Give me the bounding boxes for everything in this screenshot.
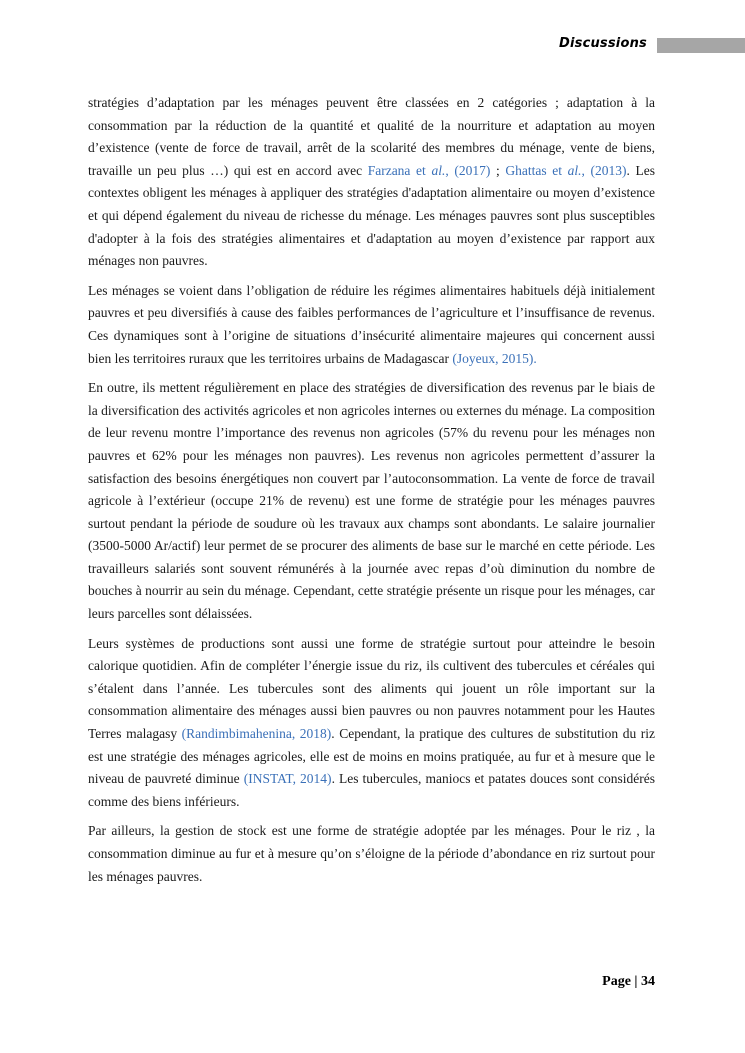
paragraph-1: stratégies d’adaptation par les ménages peuvent être classées en 2 catégories ; adaptation à la consommation par la réduction de la quantité et qualité de la nourriture et adaptation au moyen d’existence (vente de force de travail, arrêt de la scolarité des membres du ménage, vente de biens, travaille un peu plus …) qui est en accord avec Farzana et al., (2017) ; Ghattas et al., (2013). Les contextes obligent les ménages à appliquer des stratégies d'adaptation alimentaire ou moyen d’existence et qui dépend également du niveau de richesse du ménage. Les ménages pauvres sont plus susceptibles d'adopter à la fois des stratégies alimentaires et d'adaptation au moyen d’existence par rapport aux ménages non pauvres.	[88, 95, 655, 269]
citation-joyeux[interactable]: (Joyeux, 2015).	[452, 350, 537, 366]
paragraph-2: Les ménages se voient dans l’obligation de réduire les régimes alimentaires habituels déjà initialement pauvres et peu diversifiés à cause des faibles performances de l’agriculture et l’insuffisance de revenus. Ces dynamiques sont à l’origine de situations d’insécurité alimentaire majeures qui concernent aussi bien les territoires ruraux que les territoires urbains de Madagascar (Joyeux, 2015).	[88, 282, 655, 366]
citation-randimbimahenina[interactable]: (Randimbimahenina, 2018)	[181, 726, 332, 742]
citation-instat[interactable]: (INSTAT, 2014)	[243, 771, 332, 787]
paragraph-4: Leurs systèmes de productions sont aussi une forme de stratégie surtout pour atteindre le besoin calorique quotidien. Afin de compléter l’énergie issue du riz, ils cultivent des tubercules et céréales qui s’étalent dans l’année. Les tubercules sont des aliments qui jouent un rôle important sur la consommation alimentaire des ménages aussi bien pauvres ou non pauvres notamment pour les Hautes Terres malagasy (Randimbimahenina, 2018). Cependant, la pratique des cultures de substitution du riz est une stratégie des ménages agricoles, elle est de moins en moins pratiquée, au fur et à mesure que le niveau de pauvreté diminue (INSTAT, 2014). Les tubercules, maniocs et patates douces sont considérés comme des biens inférieurs.	[88, 635, 656, 809]
citation-ghattas[interactable]: Ghattas et al., (2013)	[505, 162, 627, 178]
section-title: Discussions	[558, 36, 647, 51]
page-number: Page | 34	[602, 974, 655, 989]
body-text	[88, 92, 655, 895]
paragraph-5: Par ailleurs, la gestion de stock est une forme de stratégie adoptée par les ménages. Pour le riz , la consommation diminue au fur et à mesure qu’on s’éloigne de la période d’abondance en riz surtout pour les ménages pauvres.	[88, 823, 655, 884]
header-accent-bar	[657, 38, 745, 53]
paragraph-3: En outre, ils mettent régulièrement en place des stratégies de diversification des revenus par le biais de la diversification des activités agricoles et non agricoles internes ou externes du ménage. La composition de leur revenu montre l’importance des revenus non agricoles (57% du revenu pour les ménages non pauvres et 62% pour les ménages non pauvres). Les revenus non agricoles permettent d’assurer la satisfaction des besoins énergétiques non couvert par l’autoconsommation. La vente de force de travail agricole à l’extérieur (occupe 21% de revenu) est une forme de stratégie pour les ménages pauvres surtout pendant la période de soudure où les travaux aux champs sont abondants. Le salaire journalier (3500-5000 Ar/actif) leur permet de se procurer des aliments de base sur le marché en cette période. Les travailleurs salariés sont souvent rémunérés à la journée avec repas d’où diminution du nombre de bouches à nourrir au sein du ménage. Cependant, cette stratégie présente un risque pour les ménages, car leurs parcelles sont délaissées.	[88, 380, 655, 622]
citation-farzana[interactable]: Farzana et al., (2017)	[367, 162, 491, 178]
